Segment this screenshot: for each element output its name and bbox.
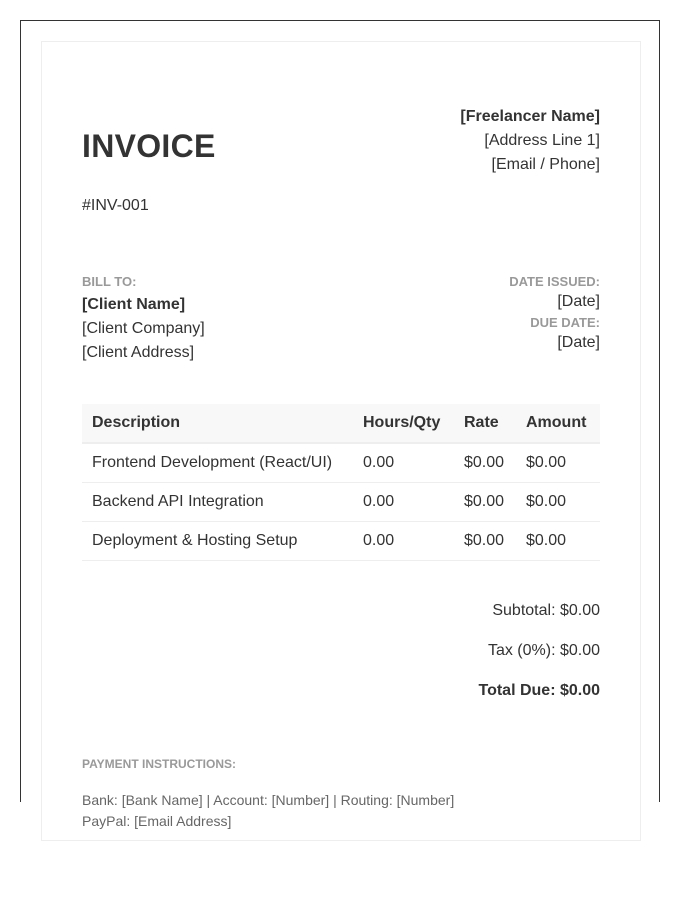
cell-rate: $0.00 — [454, 443, 516, 483]
cell-description: Deployment & Hosting Setup — [82, 522, 353, 561]
cell-rate: $0.00 — [454, 522, 516, 561]
header-rate: Rate — [454, 404, 516, 443]
table-row — [82, 443, 600, 483]
bill-to-section — [82, 274, 205, 365]
invoice-number: #INV-001 — [82, 197, 149, 214]
header-hours-qty: Hours/Qty — [353, 404, 454, 443]
cell-rate: $0.00 — [454, 483, 516, 522]
cell-amount: $0.00 — [516, 483, 600, 522]
cell-description: Frontend Development (React/UI) — [82, 443, 353, 483]
table-header-row — [82, 404, 600, 443]
client-company: [Client Company] — [82, 320, 205, 337]
freelancer-info — [460, 105, 600, 177]
table-row — [82, 522, 600, 561]
cell-hours-qty: 0.00 — [353, 483, 454, 522]
cell-description: Backend API Integration — [82, 483, 353, 522]
paypal-details: PayPal: [Email Address] — [82, 813, 232, 829]
date-issued-value: [Date] — [557, 293, 600, 310]
due-date-value: [Date] — [557, 334, 600, 351]
table-row — [82, 483, 600, 522]
freelancer-contact: [Email / Phone] — [491, 156, 600, 173]
subtotal: Subtotal: $0.00 — [492, 602, 600, 619]
tax: Tax (0%): $0.00 — [487, 642, 600, 659]
header-amount: Amount — [516, 404, 600, 443]
invoice-title: INVOICE — [82, 128, 216, 164]
cell-hours-qty: 0.00 — [353, 443, 454, 483]
line-items-table — [82, 404, 600, 561]
cell-amount: $0.00 — [516, 522, 600, 561]
payment-instructions — [82, 756, 454, 832]
cell-hours-qty: 0.00 — [353, 522, 454, 561]
header-description: Description — [82, 404, 353, 443]
bank-details: Bank: [Bank Name] | Account: [Number] | Routing: [Number] — [82, 792, 455, 808]
total-due: Total Due: $0.00 — [478, 682, 600, 699]
due-date-label: DUE DATE: — [530, 315, 600, 330]
freelancer-name: [Freelancer Name] — [460, 108, 600, 125]
client-name: [Client Name] — [82, 296, 186, 313]
client-address: [Client Address] — [82, 344, 195, 361]
document-frame — [20, 20, 660, 829]
totals-section — [478, 602, 600, 722]
freelancer-address: [Address Line 1] — [484, 132, 600, 149]
payment-label: PAYMENT INSTRUCTIONS: — [82, 757, 237, 771]
date-issued-label: DATE ISSUED: — [509, 274, 600, 289]
bill-to-label: BILL TO: — [82, 274, 137, 289]
cell-amount: $0.00 — [516, 443, 600, 483]
invoice-sheet — [41, 41, 641, 841]
dates-section — [509, 274, 600, 356]
